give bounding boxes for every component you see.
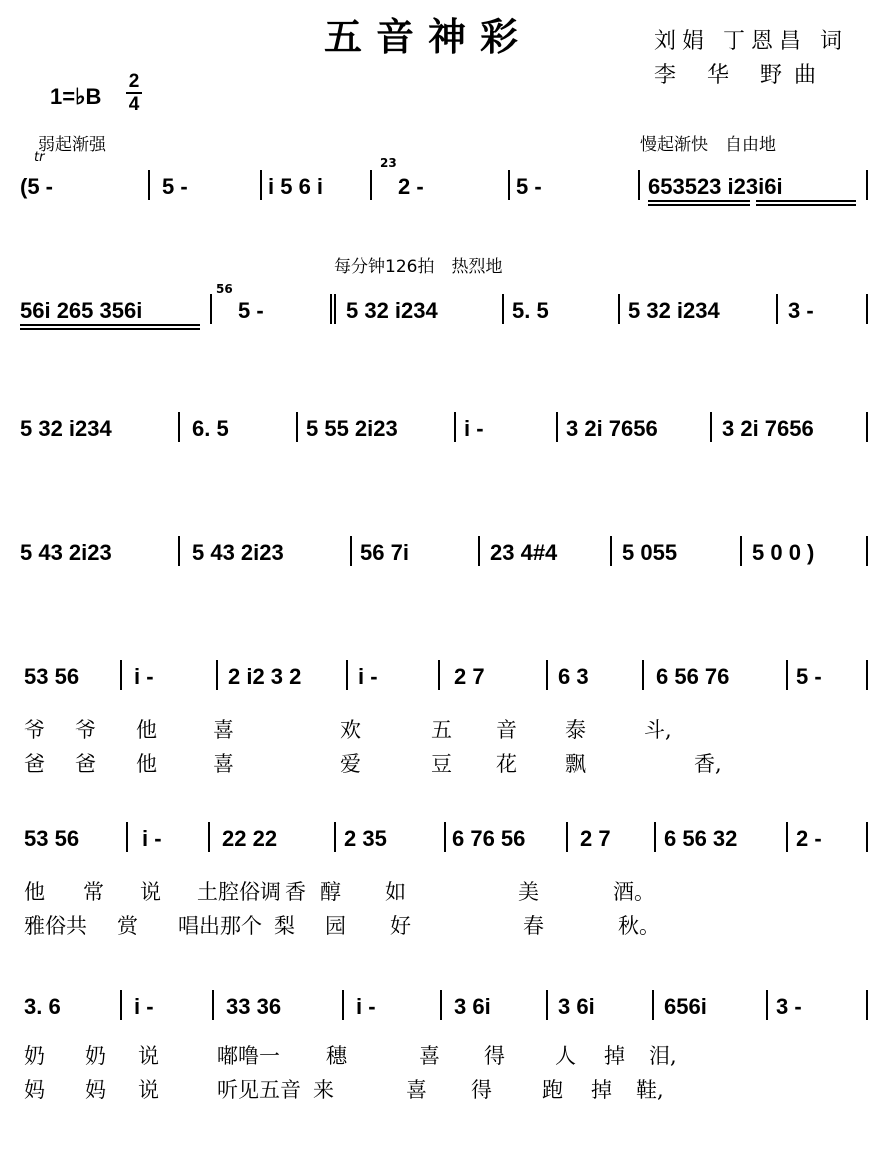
row5-m1: 53 56 (24, 664, 80, 689)
lyric-char: 春 (523, 914, 544, 938)
lyric-char: 妈 (24, 1078, 45, 1102)
row2-m4: 5. 5 (512, 298, 549, 323)
lyric-char: 掉 (604, 1044, 625, 1068)
underline (648, 204, 750, 206)
lyric-char: 得 (471, 1078, 492, 1102)
row1-m1: (5 - (20, 174, 53, 199)
underline (756, 204, 856, 206)
row7-m4: i - (356, 994, 376, 1019)
barline (866, 660, 868, 690)
lyric-line (24, 714, 672, 744)
row7-m6: 3 6i (558, 994, 595, 1019)
row3-m4: i - (464, 416, 484, 441)
lyric-char: 说 (140, 880, 161, 904)
lyricist-credit: 刘娟 丁恩昌 词 (654, 29, 848, 54)
lyric-line (24, 1040, 677, 1070)
lyric-char: 妈 (85, 1078, 106, 1102)
row7-m8: 3 - (776, 994, 802, 1019)
row1-m4: 2 - (398, 174, 424, 199)
barline (126, 822, 128, 852)
row4-m4: 23 4#4 (490, 540, 558, 565)
lyric-char: 爸 (24, 752, 45, 776)
row3-m2: 6. 5 (192, 416, 229, 441)
lyric-char: 喜 (213, 752, 234, 776)
row7-m1: 3. 6 (24, 994, 61, 1019)
lyric-char: 如 (385, 880, 406, 904)
row3-m1: 5 32 i234 (20, 416, 112, 441)
row6-m4: 2 35 (344, 826, 387, 851)
lyric-char: 爷 (24, 718, 45, 742)
lyric-char: 他 (136, 752, 157, 776)
lyric-char: 说 (138, 1078, 159, 1102)
lyric-char: 来 (313, 1078, 334, 1102)
tempo-direction: 每分钟126拍 热烈地 (334, 257, 503, 277)
lyric-char: 鞋, (636, 1078, 664, 1102)
barline (210, 294, 212, 324)
lyric-char: 他 (136, 718, 157, 742)
barline (334, 822, 336, 852)
barline (556, 412, 558, 442)
lyric-line (24, 910, 660, 940)
lyric-char: 听见五音 (217, 1078, 301, 1102)
row3-m3: 5 55 2i23 (306, 416, 398, 441)
barline (342, 990, 344, 1020)
lyric-char: 花 (496, 752, 517, 776)
trill-mark: tr (34, 150, 45, 165)
lyric-char: 奶 (24, 1044, 45, 1068)
lyric-char: 赏 (117, 914, 138, 938)
row3-m6: 3 2i 7656 (722, 416, 814, 441)
row5-m5: 2 7 (454, 664, 485, 689)
intro-direction: 弱起渐强 (38, 135, 106, 155)
lyric-char: 奶 (85, 1044, 106, 1068)
lyric-char: 斗, (644, 718, 672, 742)
lyric-char: 人 (555, 1044, 576, 1068)
row6-m8: 2 - (796, 826, 822, 851)
barline (502, 294, 504, 324)
barline (652, 990, 654, 1020)
lyric-char: 香 (285, 880, 306, 904)
row7-m5: 3 6i (454, 994, 491, 1019)
barline (786, 660, 788, 690)
barline (444, 822, 446, 852)
row1-m3: i 5 6 i (268, 174, 324, 199)
lyric-char: 泰 (565, 718, 586, 742)
lyric-char: 雅俗共 (24, 914, 87, 938)
row4-m2: 5 43 2i23 (192, 540, 284, 565)
lyric-char: 园 (325, 914, 346, 938)
barline (740, 536, 742, 566)
underline (20, 324, 200, 326)
barline (120, 990, 122, 1020)
barline (296, 412, 298, 442)
barline (546, 990, 548, 1020)
lyric-char: 穗 (326, 1044, 347, 1068)
lyric-char: 他 (24, 880, 45, 904)
lyric-char: 嘟噜一 (217, 1044, 280, 1068)
row4-m6: 5 0 0 ) (752, 540, 815, 565)
lyric-char: 喜 (213, 718, 234, 742)
barline (618, 294, 620, 324)
barline (438, 660, 440, 690)
row6-m7: 6 56 32 (664, 826, 738, 851)
song-title: 五音神彩 (324, 14, 533, 59)
row5-m7: 6 56 76 (656, 664, 730, 689)
barline (546, 660, 548, 690)
grace-note: 23 (380, 156, 397, 170)
barline (776, 294, 778, 324)
row7-m7: 656i (664, 994, 707, 1019)
key-signature: 1=♭B (50, 84, 102, 109)
barline (654, 822, 656, 852)
row1-m5: 5 - (516, 174, 542, 199)
lyric-char: 爸 (75, 752, 96, 776)
barline (710, 412, 712, 442)
row1-m2: 5 - (162, 174, 188, 199)
barline (260, 170, 262, 200)
row2-m3: 5 32 i234 (346, 298, 438, 323)
barline (178, 412, 180, 442)
row5-m4: i - (358, 664, 378, 689)
grace-note: 56 (216, 282, 233, 296)
underline (648, 200, 750, 202)
barline (370, 170, 372, 200)
time-signature (126, 72, 142, 114)
barline (350, 536, 352, 566)
lyric-char: 酒。 (613, 880, 655, 904)
lyric-char: 常 (83, 880, 104, 904)
barline (212, 990, 214, 1020)
barline (566, 822, 568, 852)
row6-m6: 2 7 (580, 826, 611, 851)
time-signature-top: 2 (128, 71, 140, 92)
time-signature-bottom: 4 (128, 94, 140, 115)
row6-m5: 6 76 56 (452, 826, 526, 851)
lyric-line (24, 1074, 664, 1104)
lyric-char: 泪, (649, 1044, 677, 1068)
barline (866, 412, 868, 442)
row2-m2: 5 - (238, 298, 264, 323)
underline (20, 328, 200, 330)
row3-m5: 3 2i 7656 (566, 416, 658, 441)
barline (866, 536, 868, 566)
barline (148, 170, 150, 200)
lyric-char: 香, (694, 752, 722, 776)
barline (346, 660, 348, 690)
lyric-char: 飘 (565, 752, 586, 776)
row6-m3: 22 22 (222, 826, 278, 851)
lyric-char: 欢 (340, 718, 361, 742)
barline (334, 294, 336, 324)
row5-m3: 2 i2 3 2 (228, 664, 302, 689)
barline (766, 990, 768, 1020)
lyric-char: 土腔俗调 (197, 880, 281, 904)
barline (120, 660, 122, 690)
lyric-char: 豆 (431, 752, 452, 776)
lyric-char: 掉 (591, 1078, 612, 1102)
row4-m5: 5 055 (622, 540, 678, 565)
row4-m1: 5 43 2i23 (20, 540, 112, 565)
lyric-char: 梨 (274, 914, 295, 938)
lyric-char: 音 (496, 718, 517, 742)
barline (866, 294, 868, 324)
lyric-char: 好 (390, 914, 411, 938)
lyric-char: 喜 (419, 1044, 440, 1068)
row7-m3: 33 36 (226, 994, 282, 1019)
row5-m8: 5 - (796, 664, 822, 689)
lyric-char: 跑 (542, 1078, 563, 1102)
barline (508, 170, 510, 200)
barline (638, 170, 640, 200)
barline (454, 412, 456, 442)
barline (208, 822, 210, 852)
row2-m6: 3 - (788, 298, 814, 323)
lyric-char: 说 (138, 1044, 159, 1068)
lyric-char: 醇 (320, 880, 341, 904)
row6-m1: 53 56 (24, 826, 80, 851)
lyric-char: 五 (431, 718, 452, 742)
row4-m3: 56 7i (360, 540, 409, 565)
free-direction: 慢起渐快 自由地 (640, 135, 776, 155)
row5-m6: 6 3 (558, 664, 589, 689)
barline (216, 660, 218, 690)
lyric-char: 爷 (75, 718, 96, 742)
lyric-line (24, 748, 722, 778)
barline (866, 170, 868, 200)
barline (866, 822, 868, 852)
row2-m1: 56i 265 356i (20, 298, 143, 323)
lyric-char: 秋。 (618, 914, 660, 938)
barline (478, 536, 480, 566)
lyric-char: 爱 (340, 752, 361, 776)
lyric-char: 唱出那个 (178, 914, 262, 938)
row6-m2: i - (142, 826, 162, 851)
row2-m5: 5 32 i234 (628, 298, 720, 323)
lyric-char: 喜 (406, 1078, 427, 1102)
barline (610, 536, 612, 566)
underline (756, 200, 856, 202)
barline (642, 660, 644, 690)
row7-m2: i - (134, 994, 154, 1019)
row5-m2: i - (134, 664, 154, 689)
lyric-char: 美 (518, 880, 539, 904)
composer-credit: 李 华 野曲 (654, 63, 828, 88)
barline (330, 294, 332, 324)
row1-m6: 653523 i23i6i (648, 174, 783, 199)
barline (866, 990, 868, 1020)
lyric-line (24, 876, 655, 906)
barline (440, 990, 442, 1020)
lyric-char: 得 (484, 1044, 505, 1068)
barline (178, 536, 180, 566)
barline (786, 822, 788, 852)
